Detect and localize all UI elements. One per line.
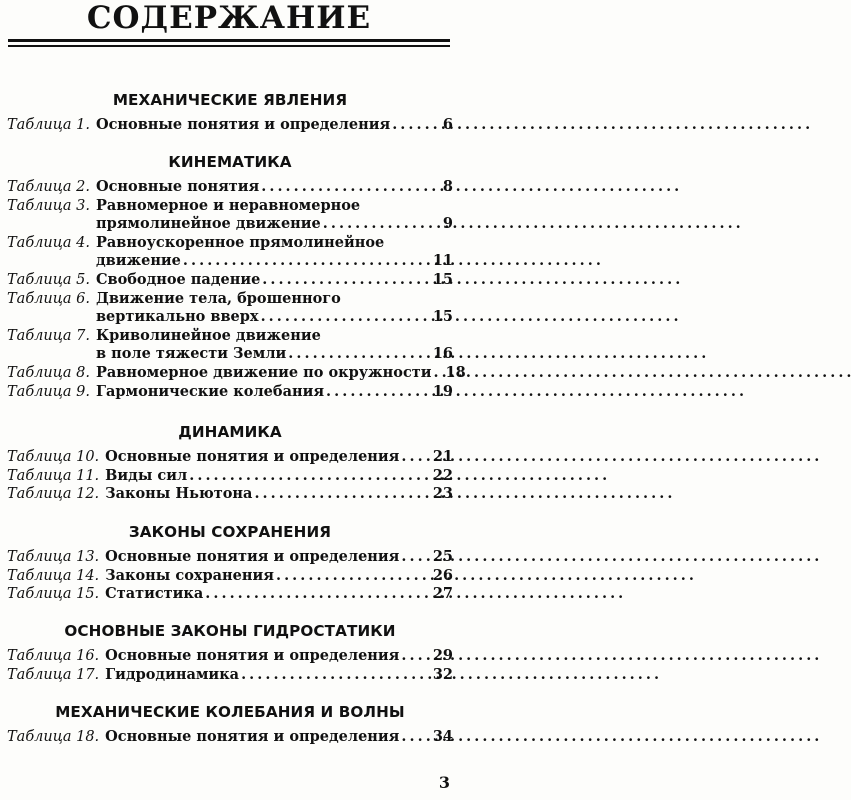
entry-title: Свободное падение (95, 270, 261, 288)
entry-title: Основные понятия и определения (105, 448, 400, 465)
toc-entry[interactable] (7, 197, 453, 234)
entry-page-number: 9 (442, 215, 453, 233)
toc-entry[interactable] (7, 178, 453, 197)
entry-title: Виды сил (105, 466, 188, 484)
entry-title: Криволинейное движение (95, 326, 321, 344)
toc-entry[interactable] (7, 290, 453, 327)
dot-leader (181, 252, 429, 271)
entry-page-number: 27 (432, 585, 453, 603)
entry-label: Таблица 11. (7, 467, 100, 484)
entry-title: в поле тяжести Земли (95, 345, 287, 363)
entry-page-number: 25 (432, 548, 453, 565)
entry-label: Таблица 12. (7, 486, 100, 503)
dot-leader (399, 448, 428, 467)
entry-title: Равноускоренное прямолинейное (95, 233, 385, 251)
entry-label: Таблица 3. (7, 197, 90, 214)
toc-entry[interactable] (7, 728, 453, 747)
entry-page-number: 6 (442, 116, 453, 133)
section-title: ОСНОВНЫЕ ЗАКОНЫ ГИДРОСТАТИКИ (64, 622, 396, 640)
section-title: ЗАКОНЫ СОХРАНЕНИЯ (128, 523, 332, 541)
toc-entry[interactable] (7, 116, 453, 135)
dot-leader (259, 178, 439, 197)
entry-label: Таблица 13. (7, 549, 100, 565)
entry-page-number: 32 (432, 665, 453, 683)
entry-page-number: 11 (432, 252, 453, 270)
entry-page-number: 29 (432, 647, 453, 664)
entry-label: Таблица 5. (7, 271, 90, 288)
dot-leader (260, 271, 429, 290)
entry-title: Движение тела, брошенного (95, 289, 341, 307)
page-title: СОДЕРЖАНИЕ (86, 0, 372, 36)
entry-page-number: 8 (442, 178, 453, 195)
entry-page-number: 15 (432, 308, 453, 326)
toc-section (7, 422, 453, 504)
entry-page-number: 23 (432, 485, 453, 503)
dot-leader (286, 345, 429, 364)
entry-label: Таблица 8. (7, 364, 90, 381)
entry-page-number: 15 (432, 270, 453, 288)
dot-leader (390, 116, 439, 135)
entry-title: Равномерное движение по окружности (95, 363, 432, 381)
section-title: МЕХАНИЧЕСКИЕ ЯВЛЕНИЯ (112, 91, 348, 109)
toc-entry[interactable] (7, 383, 453, 402)
entry-title: движение (95, 252, 181, 270)
entry-label: Таблица 10. (7, 449, 100, 465)
title-rule-thin (8, 45, 450, 47)
entry-label: Таблица 18. (7, 729, 100, 745)
entry-title: Гидродинамика (105, 665, 240, 683)
dot-leader (239, 666, 429, 685)
entry-title: Законы сохранения (105, 566, 274, 584)
toc-section (7, 152, 466, 401)
toc-entry[interactable] (7, 585, 453, 604)
dot-leader (324, 383, 429, 402)
toc-entry[interactable] (7, 271, 453, 290)
entry-label: Таблица 2. (7, 179, 90, 195)
toc-entry[interactable] (7, 666, 453, 685)
entry-label: Таблица 17. (7, 666, 100, 683)
toc-entry[interactable] (7, 485, 453, 504)
entry-label: Таблица 6. (7, 290, 90, 307)
toc-section (7, 522, 453, 604)
dot-leader (252, 485, 428, 504)
dot-leader (432, 364, 442, 383)
entry-title: Равномерное и неравномерное (95, 196, 361, 214)
dot-leader (203, 585, 429, 604)
entry-label: Таблица 1. (7, 117, 90, 133)
entry-title: Основные понятия (95, 178, 260, 195)
entry-title: Статистика (105, 585, 204, 603)
dot-leader (274, 567, 429, 586)
section-title: КИНЕМАТИКА (168, 153, 292, 171)
toc-entry[interactable] (7, 234, 453, 271)
toc-entry[interactable] (7, 467, 453, 486)
toc-entry[interactable] (7, 567, 453, 586)
entry-title: Гармонические колебания (95, 382, 325, 400)
dot-leader (321, 215, 439, 234)
title-rule-thick (8, 39, 450, 42)
entry-page-number: 18 (445, 363, 466, 381)
dot-leader (399, 647, 428, 666)
entry-label: Таблица 16. (7, 648, 100, 664)
entry-page-number: 22 (432, 466, 453, 484)
entry-title: Основные понятия и определения (95, 116, 391, 133)
toc-entry[interactable] (7, 327, 453, 364)
dot-leader (399, 548, 428, 567)
toc-section (7, 621, 453, 684)
entry-title: Основные понятия и определения (105, 728, 400, 745)
entry-title: прямолинейное движение (95, 215, 321, 233)
entry-page-number: 16 (432, 345, 453, 363)
entry-page-number: 19 (432, 382, 453, 400)
toc-entry[interactable] (7, 448, 453, 467)
toc-entry[interactable] (7, 363, 466, 383)
entry-label: Таблица 7. (7, 327, 90, 344)
entry-label: Таблица 14. (7, 567, 100, 584)
entry-title: Законы Ньютона (105, 485, 253, 503)
entry-title: вертикально вверх (95, 308, 259, 326)
dot-leader (399, 728, 428, 747)
section-title: ДИНАМИКА (178, 423, 282, 441)
toc-entry[interactable] (7, 548, 453, 567)
entry-label: Таблица 4. (7, 234, 90, 251)
toc-section (7, 702, 453, 747)
entry-label: Таблица 15. (7, 586, 100, 603)
toc-section (7, 90, 453, 135)
page-number: 3 (438, 773, 450, 792)
entry-label: Таблица 9. (7, 383, 90, 400)
entry-title: Основные понятия и определения (105, 548, 400, 565)
entry-page-number: 21 (432, 448, 453, 465)
entry-page-number: 34 (432, 728, 453, 745)
dot-leader (187, 467, 429, 486)
entry-title: Основные понятия и определения (105, 647, 400, 664)
section-title: МЕХАНИЧЕСКИЕ КОЛЕБАНИЯ И ВОЛНЫ (55, 703, 405, 721)
toc-entry[interactable] (7, 647, 453, 666)
entry-page-number: 26 (432, 566, 453, 584)
dot-leader (259, 308, 429, 327)
